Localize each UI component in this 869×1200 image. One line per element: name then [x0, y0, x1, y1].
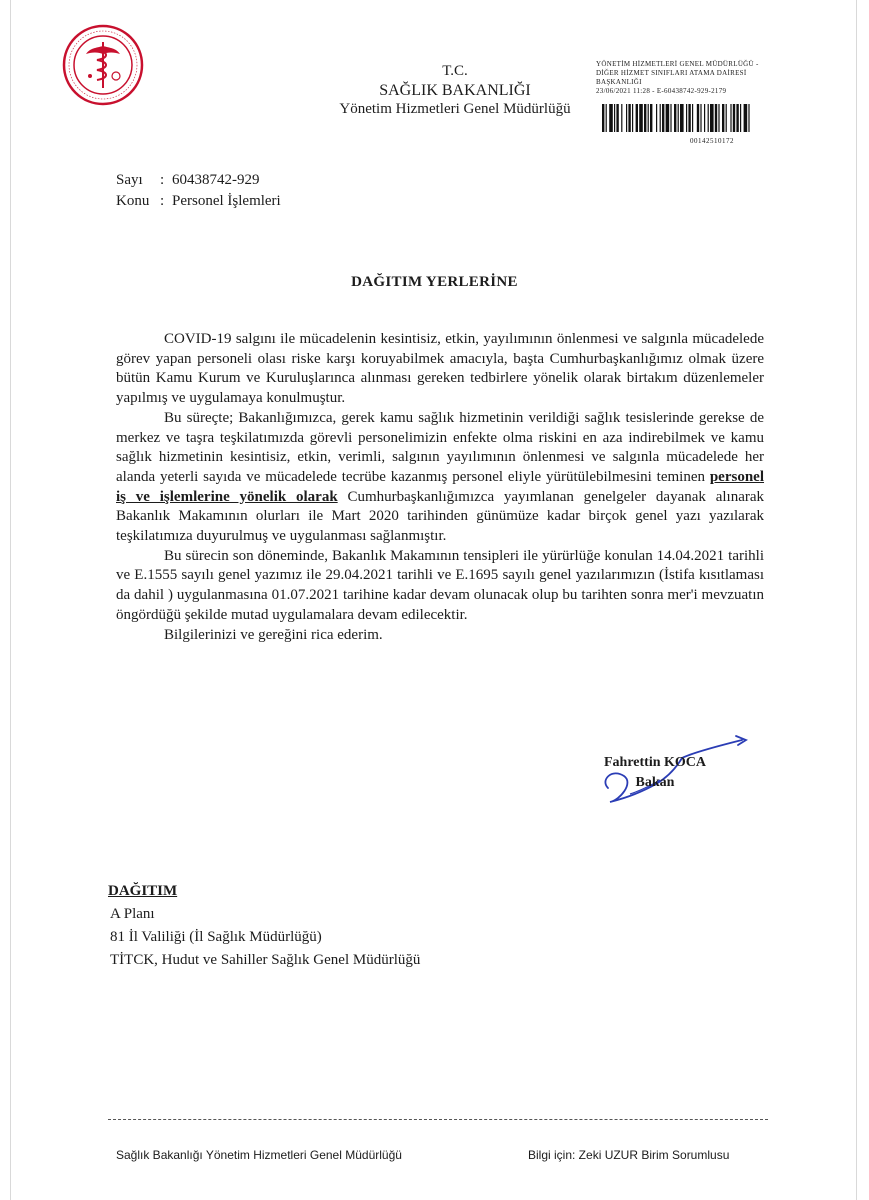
konu-value: Personel İşlemleri	[172, 193, 281, 209]
distribution-item: 81 İl Valiliği (İl Sağlık Müdürlüğü)	[110, 929, 322, 945]
footer-divider	[108, 1119, 768, 1120]
distribution-heading: DAĞITIM	[108, 883, 178, 899]
konu-label: Konu	[116, 193, 150, 209]
footer-contact: Bilgi için: Zeki UZUR Birim Sorumlusu	[528, 1148, 730, 1162]
paragraph-1: COVID-19 salgını ile mücadelenin kesintisiz, etkin, yayılımının önlenmesi ve salgınla mücadelede görev yapan personeli olası riske karşı koruyabilmek amacıyla, başta Cumhurbaşkanlığımız olmak üzere bütün Kamu Kurum ve Kuruluşlarınca alınması gereken tedbirlere yönelik olarak birtakım düzenlemeler yapılmış ve uygulamaya konulmuştur.	[116, 331, 764, 407]
document-title: DAĞITIM YERLERİNE	[351, 274, 518, 290]
meta-konu-row	[116, 191, 281, 212]
sayi-separator: :	[160, 172, 165, 188]
barcode	[602, 104, 822, 132]
stamp-line-3: BAŞKANLIĞI	[596, 78, 642, 86]
paragraph-3: Bu sürecin son döneminde, Bakanlık Makamının tensipleri ile yürürlüğe konulan 14.04.2021 tarihli ve E.1555 sayılı genel yazımız ile 29.04.2021 tarihli ve E.1695 sayılı genel yazılarımızın (İstifa kısıtlaması da dahil ) uygulanmasına 01.07.2021 tarihine kadar devam olunacak olup bu tarihten sonra mer'i mevzuatın öngördüğü şekilde mutad uygulamalara devam edilecektir.	[116, 547, 764, 623]
meta-sayi-row	[116, 170, 281, 191]
sayi-label: Sayı	[116, 172, 143, 188]
stamp-line-1: YÖNETİM HİZMETLERİ GENEL MÜDÜRLÜĞÜ -	[596, 60, 759, 68]
paragraph-2-emphasis: personel iş ve işlemlerine yönelik olarak	[116, 468, 765, 505]
letterhead	[310, 62, 600, 119]
stamp-line-2: DİĞER HİZMET SINIFLARI ATAMA DAİRESİ	[596, 69, 747, 77]
ministry-seal-logo	[62, 24, 144, 106]
paragraph-4: Bilgilerinizi ve gereğini rica ederim.	[164, 626, 383, 643]
signatory-title: Bakan	[635, 775, 675, 790]
footer-department: Sağlık Bakanlığı Yönetim Hizmetleri Genel Müdürlüğü	[116, 1148, 402, 1162]
distribution-list	[110, 880, 420, 972]
document-meta	[116, 170, 281, 212]
distribution-item: TİTCK, Hudut ve Sahiller Sağlık Genel Müdürlüğü	[110, 952, 421, 968]
sayi-value: 60438742-929	[172, 172, 260, 188]
signature-block	[590, 753, 720, 793]
registry-stamp	[596, 60, 828, 96]
barcode-number: 00142510172	[690, 137, 734, 145]
paragraph-2-part-c: Cumhurbaşkanlığımızca yayımlanan genelgeler dayanak alınarak Bakanlık Makamının olurları ile Mart 2020 tarihinden günümüze kadar birçok genel yazı yazılarak teşkilatımıza duyurulmuş ve uygulanması sağlanmıştır.	[116, 488, 764, 545]
stamp-line-4: 23/06/2021 11:28 - E-60438742-929-2179	[596, 87, 727, 95]
letter-body	[116, 330, 764, 645]
konu-separator: :	[160, 193, 165, 209]
distribution-item: A Planı	[110, 906, 155, 922]
header-department: Yönetim Hizmetleri Genel Müdürlüğü	[339, 101, 571, 117]
header-ministry: SAĞLIK BAKANLIĞI	[379, 82, 531, 99]
header-tc: T.C.	[442, 63, 468, 79]
paragraph-2-part-a: Bu süreçte; Bakanlığımızca, gerek kamu sağlık hizmetinin verildiği sağlık tesislerinde gerekse de merkez ve taşra teşkilatımızda görevli personelimizin enfekte olma riskini en aza indirebilmek ve kamu sağlık hizmetinin kesintisiz, etkin, verimli, salgının yayılımının önlenmesi ve salgınla mücadelede her alanda yeterli sayıda ve mücadelede tecrübe kazanmış personel eliyle yürütülebilmesini teminen	[116, 409, 764, 485]
signatory-name: Fahrettin KOCA	[603, 755, 706, 770]
paragraph-2	[116, 409, 764, 547]
